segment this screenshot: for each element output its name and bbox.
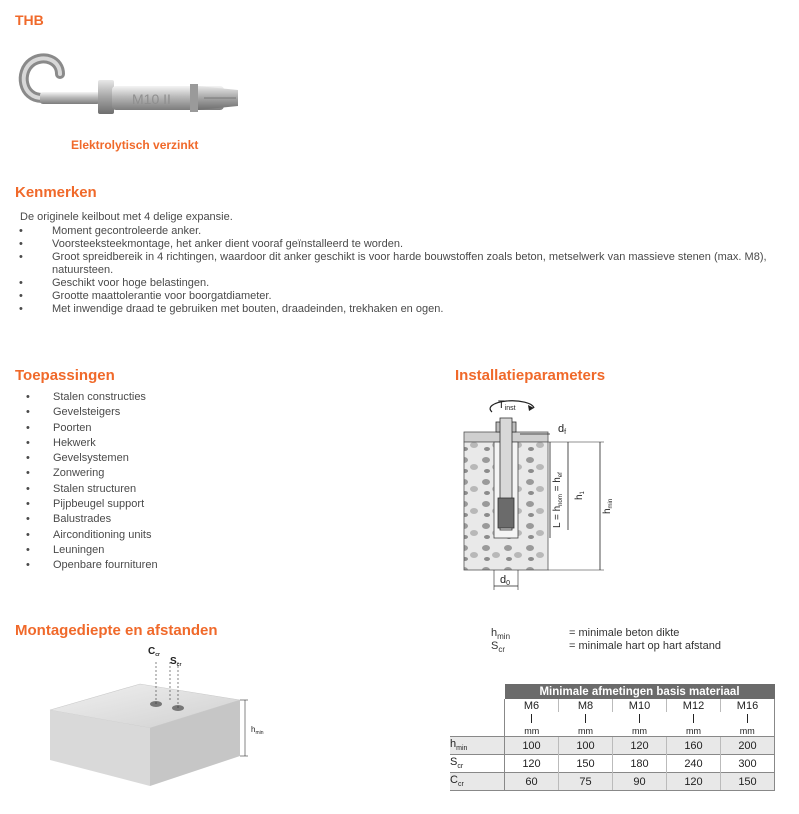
list-item: • Airconditioning units [16, 528, 316, 543]
list-item: • Groot spreidbereik in 4 richtingen, waardoor dit anker geschikt is voor harde bouwstoffen zoals beton, metselwerk van massieve stenen (max. M8), natuursteen. [16, 251, 781, 277]
unit-cell: mm [721, 712, 775, 737]
unit-cell: mm [667, 712, 721, 737]
list-item: • Balustrades [16, 512, 316, 527]
table-row [450, 755, 775, 773]
row-symbol: $C_{cr}$ [450, 773, 505, 791]
material-table [450, 684, 775, 791]
table-cell: 180 [613, 755, 667, 773]
list-item: • Hekwerk [16, 436, 316, 451]
table-cell: 200 [721, 737, 775, 755]
installatie-title: Installatieparameters [455, 367, 606, 384]
montage-title: Montagediepte en afstanden [15, 622, 218, 639]
row-symbol: $h_{min}$ [450, 737, 505, 755]
svg-text:hmin: $h_{min}$ [602, 498, 614, 514]
legend-symbol: $S_{cr}$ [491, 640, 506, 655]
legend-text: = minimale hart op hart afstand [569, 640, 721, 652]
montage-diagram [46, 640, 286, 800]
unit-cell: mm [559, 712, 613, 737]
table-cell: 150 [721, 773, 775, 791]
table-row [450, 773, 775, 791]
svg-text:Tinst: Tinst [498, 399, 516, 412]
svg-text:hmin: $h_{min}$ [251, 725, 264, 736]
kenmerken-title: Kenmerken [15, 184, 97, 201]
table-cell: 100 [505, 737, 559, 755]
list-item: • Met inwendige draad te gebruiken met bouten, draadeinden, trekhaken en ogen. [16, 303, 781, 316]
svg-text:L = hnom = hef: $L = h_{nom} = h_{ef}$ [552, 472, 564, 528]
row-symbol: $S_{cr}$ [450, 755, 505, 773]
table-cell: 120 [613, 737, 667, 755]
table-cell: 90 [613, 773, 667, 791]
table-cell: 150 [559, 755, 613, 773]
table-cell: 300 [721, 755, 775, 773]
installation-diagram [458, 388, 628, 594]
size-header: M10 [613, 699, 667, 712]
size-header: M12 [667, 699, 721, 712]
table-unit-row [450, 712, 775, 737]
list-item: • Voorsteeksteekmontage, het anker dient vooraf geïnstalleerd te worden. [16, 238, 781, 251]
list-item: • Gevelsteigers [16, 405, 316, 420]
list-item: • Grootte maattolerantie voor boorgatdiameter. [16, 290, 781, 303]
list-item: • Moment gecontroleerde anker. [16, 225, 781, 238]
table-cell: 75 [559, 773, 613, 791]
size-header: M16 [721, 699, 775, 712]
list-item: • Openbare fournituren [16, 558, 316, 573]
product-image [14, 52, 244, 122]
list-item: • Leuningen [16, 543, 316, 558]
unit-cell: mm [505, 712, 559, 737]
table-title: Minimale afmetingen basis materiaal [505, 684, 775, 699]
table-cell: 120 [505, 755, 559, 773]
table-row [450, 737, 775, 755]
svg-text:Ccr: $C_{cr}$ [148, 646, 160, 658]
table-cell: 60 [505, 773, 559, 791]
legend-text: = minimale beton dikte [569, 627, 680, 639]
table-cell: 120 [667, 773, 721, 791]
list-item: • Poorten [16, 421, 316, 436]
size-header: M6 [505, 699, 559, 712]
finish-caption: Elektrolytisch verzinkt [71, 138, 199, 152]
list-item: • Pijpbeugel support [16, 497, 316, 512]
kenmerken-intro: De originele keilbout met 4 delige expansie. [20, 211, 233, 223]
table-header-row [450, 699, 775, 712]
legend-item [491, 627, 751, 640]
product-code: THB [15, 12, 44, 28]
kenmerken-list [16, 225, 781, 316]
table-cell: 160 [667, 737, 721, 755]
toepassingen-title: Toepassingen [15, 367, 115, 384]
bolt-marking: M10 II [132, 91, 171, 107]
legend-symbol: $h_{min}$ [491, 627, 511, 642]
list-item: • Stalen constructies [16, 390, 316, 405]
list-item: • Gevelsystemen [16, 451, 316, 466]
toepassingen-list [16, 390, 316, 574]
list-item: • Zonwering [16, 466, 316, 481]
svg-text:df: df [558, 423, 567, 436]
list-item: • Geschikt voor hoge belastingen. [16, 277, 781, 290]
legend [491, 627, 751, 653]
svg-text:h1: $h_1$ [574, 491, 586, 500]
list-item: • Stalen structuren [16, 482, 316, 497]
legend-item [491, 640, 751, 653]
table-cell: 240 [667, 755, 721, 773]
table-cell: 100 [559, 737, 613, 755]
svg-text:d0: d0 [500, 574, 511, 587]
size-header: M8 [559, 699, 613, 712]
svg-text:Scr: $S_{cr}$ [170, 656, 182, 668]
unit-cell: mm [613, 712, 667, 737]
